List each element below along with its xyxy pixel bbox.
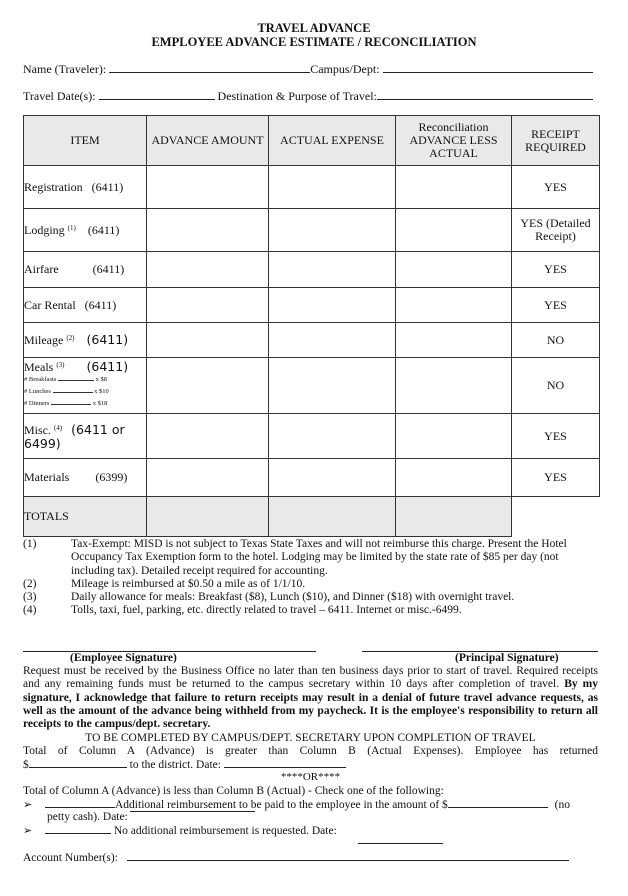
- item-airfare: Airfare (6411): [24, 252, 147, 288]
- actual-expense-cell[interactable]: [269, 288, 396, 323]
- option2-check-field[interactable]: [45, 824, 111, 834]
- advance-amount-cell[interactable]: [147, 358, 269, 414]
- item-misc: Misc. $^{(4)}$ (6411 or 6499): [24, 414, 147, 459]
- totals-empty-cell: [512, 497, 600, 537]
- item-mileage: Mileage $^{(2)}$ (6411): [24, 323, 147, 358]
- policy-normal: Request must be received by the Business Office no later than ten business days prior to start of travel. Required receipts and any remaining funds must be returned to the campus secretary within 10 days after completion of travel.: [23, 665, 598, 691]
- option-no-reimbursement: ➢ No additional reimbursement is requested. Date:: [23, 824, 337, 837]
- expense-table: [23, 115, 600, 537]
- item-materials: Materials (6399): [24, 459, 147, 497]
- or-divider: ****OR****: [280, 771, 341, 783]
- table-row: [24, 459, 600, 497]
- actual-expense-cell[interactable]: [269, 166, 396, 209]
- advance-amount-cell[interactable]: [147, 414, 269, 459]
- name-campus-row: [23, 61, 593, 76]
- reconciliation-cell[interactable]: [396, 358, 512, 414]
- principal-signature-label: (Principal Signature): [455, 652, 559, 664]
- total-actual-cell[interactable]: [269, 497, 396, 537]
- item-car-rental: Car Rental (6411): [24, 288, 147, 323]
- account-number-field[interactable]: [127, 851, 569, 861]
- option1-date-row: petty cash). Date:: [47, 811, 128, 824]
- actual-expense-cell[interactable]: [269, 358, 396, 414]
- totals-label: TOTALS: [24, 497, 147, 537]
- policy-text: [23, 665, 598, 731]
- dates-destination-row: [23, 88, 593, 103]
- col-header-receipt-required: RECEIPT REQUIRED: [512, 116, 600, 166]
- employee-signature-label: (Employee Signature): [70, 652, 177, 664]
- receipt-required: YES: [512, 414, 600, 459]
- additional-amount-field[interactable]: [448, 798, 548, 808]
- account-number-row: Account Number(s):: [23, 851, 569, 865]
- item-lodging: Lodging $^{(1)}$ (6411): [24, 209, 147, 252]
- advance-amount-cell[interactable]: [147, 166, 269, 209]
- option1-date-field[interactable]: [130, 811, 255, 812]
- form-title: TRAVEL ADVANCE: [257, 21, 371, 35]
- arrow-bullet-icon: ➢: [23, 824, 33, 837]
- col-header-actual: ACTUAL EXPENSE: [269, 116, 396, 166]
- actual-expense-cell[interactable]: [269, 414, 396, 459]
- receipt-required: YES: [512, 252, 600, 288]
- travel-dates-label: Travel Date(s):: [23, 89, 96, 103]
- name-field[interactable]: [109, 61, 310, 73]
- returned-row: $ to the district. Date:: [23, 758, 346, 772]
- total-reconciliation-cell[interactable]: [396, 497, 512, 537]
- returned-amount-field[interactable]: [29, 758, 127, 768]
- advance-amount-cell[interactable]: [147, 288, 269, 323]
- actual-expense-cell[interactable]: [269, 252, 396, 288]
- table-header-row: [24, 116, 600, 166]
- policy-acknowledgement: By my signature, I acknowledge that failure to return receipts may result in a denial of future travel advance requests, as well as the amount of the advance being withheld from my paycheck. It is the employee's responsibility to return all receipts to the campus/dept. secretary.: [23, 678, 599, 731]
- footnote-3: (3) Daily allowance for meals: Breakfast ($8), Lunch ($10), and Dinner ($18) with overnight travel.: [23, 591, 515, 604]
- breakfasts-count[interactable]: # Breakfasts x $8: [24, 376, 107, 383]
- table-row: [24, 252, 600, 288]
- destination-field[interactable]: [377, 88, 593, 100]
- reconciliation-cell[interactable]: [396, 166, 512, 209]
- actual-expense-cell[interactable]: [269, 323, 396, 358]
- advance-amount-cell[interactable]: [147, 209, 269, 252]
- receipt-required: NO: [512, 358, 600, 414]
- advance-amount-cell[interactable]: [147, 323, 269, 358]
- advance-amount-cell[interactable]: [147, 459, 269, 497]
- reconciliation-cell[interactable]: [396, 323, 512, 358]
- col-header-reconciliation: Reconciliation ADVANCE LESS ACTUAL: [396, 116, 512, 166]
- table-row: [24, 358, 600, 414]
- reconciliation-cell[interactable]: [396, 459, 512, 497]
- secretary-heading: TO BE COMPLETED BY CAMPUS/DEPT. SECRETARY UPON COMPLETION OF TRAVEL: [85, 732, 536, 744]
- table-row: [24, 323, 600, 358]
- receipt-required: YES: [512, 459, 600, 497]
- footnote-4: (4) Tolls, taxi, fuel, parking, etc. directly related to travel – 6411. Internet or misc.-6499.: [23, 604, 462, 617]
- reconciliation-cell[interactable]: [396, 209, 512, 252]
- reconciliation-cell[interactable]: [396, 414, 512, 459]
- advance-amount-cell[interactable]: [147, 252, 269, 288]
- table-row: [24, 166, 600, 209]
- name-label: Name (Traveler):: [23, 62, 107, 76]
- destination-label: Destination & Purpose of Travel:: [217, 89, 377, 103]
- actual-expense-cell[interactable]: [269, 459, 396, 497]
- dinners-count[interactable]: # Dinners x $18: [24, 400, 108, 407]
- reconciliation-cell[interactable]: [396, 252, 512, 288]
- table-row: [24, 288, 600, 323]
- receipt-required: YES: [512, 166, 600, 209]
- option2-date-field[interactable]: [358, 843, 443, 844]
- table-row: [24, 414, 600, 459]
- footnote-1: (1) Tax-Exempt: MISD is not subject to Texas State Taxes and will not reimburse this charge. Present the Hotel Occupancy Tax Exemption form to the hotel. Lodging may be limited by the state rate of $85 per day (not including tax). Detailed receipt required for accounting.: [23, 538, 567, 577]
- reconciliation-cell[interactable]: [396, 288, 512, 323]
- form-subtitle: EMPLOYEE ADVANCE ESTIMATE / RECONCILIATION: [151, 35, 477, 49]
- footnotes: [23, 538, 598, 618]
- col-header-advance: ADVANCE AMOUNT: [147, 116, 269, 166]
- footnote-2: (2) Mileage is reimbursed at $0.50 a mile as of 1/1/10.: [23, 577, 306, 590]
- receipt-required: YES: [512, 288, 600, 323]
- receipt-required: NO: [512, 323, 600, 358]
- lunches-count[interactable]: # Lunches x $10: [24, 388, 109, 395]
- item-registration: Registration (6411): [24, 166, 147, 209]
- col-header-item: ITEM: [24, 116, 147, 166]
- item-meals: Meals $^{(3)}$ (6411) # Breakfasts x $8 # Lunches x $10 # Dinners x $18: [24, 358, 147, 414]
- option1-check-field[interactable]: [45, 798, 115, 808]
- less-than-text: Total of Column A (Advance) is less than Column B (Actual) - Check one of the following:: [23, 785, 444, 797]
- totals-row: [24, 497, 600, 537]
- option-additional-reimbursement: ➢ Additional reimbursement to be paid to the employee in the amount of $ (no: [23, 798, 570, 811]
- campus-field[interactable]: [383, 61, 593, 73]
- receipt-required: YES (Detailed Receipt): [512, 209, 600, 252]
- greater-than-text: Total of Column A (Advance) is greater than Column B (Actual Expenses). Employee has returned: [23, 745, 598, 757]
- campus-label: Campus/Dept:: [310, 62, 380, 76]
- table-row: [24, 209, 600, 252]
- travel-dates-field[interactable]: [99, 88, 215, 100]
- total-advance-cell[interactable]: [147, 497, 269, 537]
- arrow-bullet-icon: ➢: [23, 798, 33, 811]
- actual-expense-cell[interactable]: [269, 209, 396, 252]
- returned-date-field[interactable]: [224, 762, 346, 768]
